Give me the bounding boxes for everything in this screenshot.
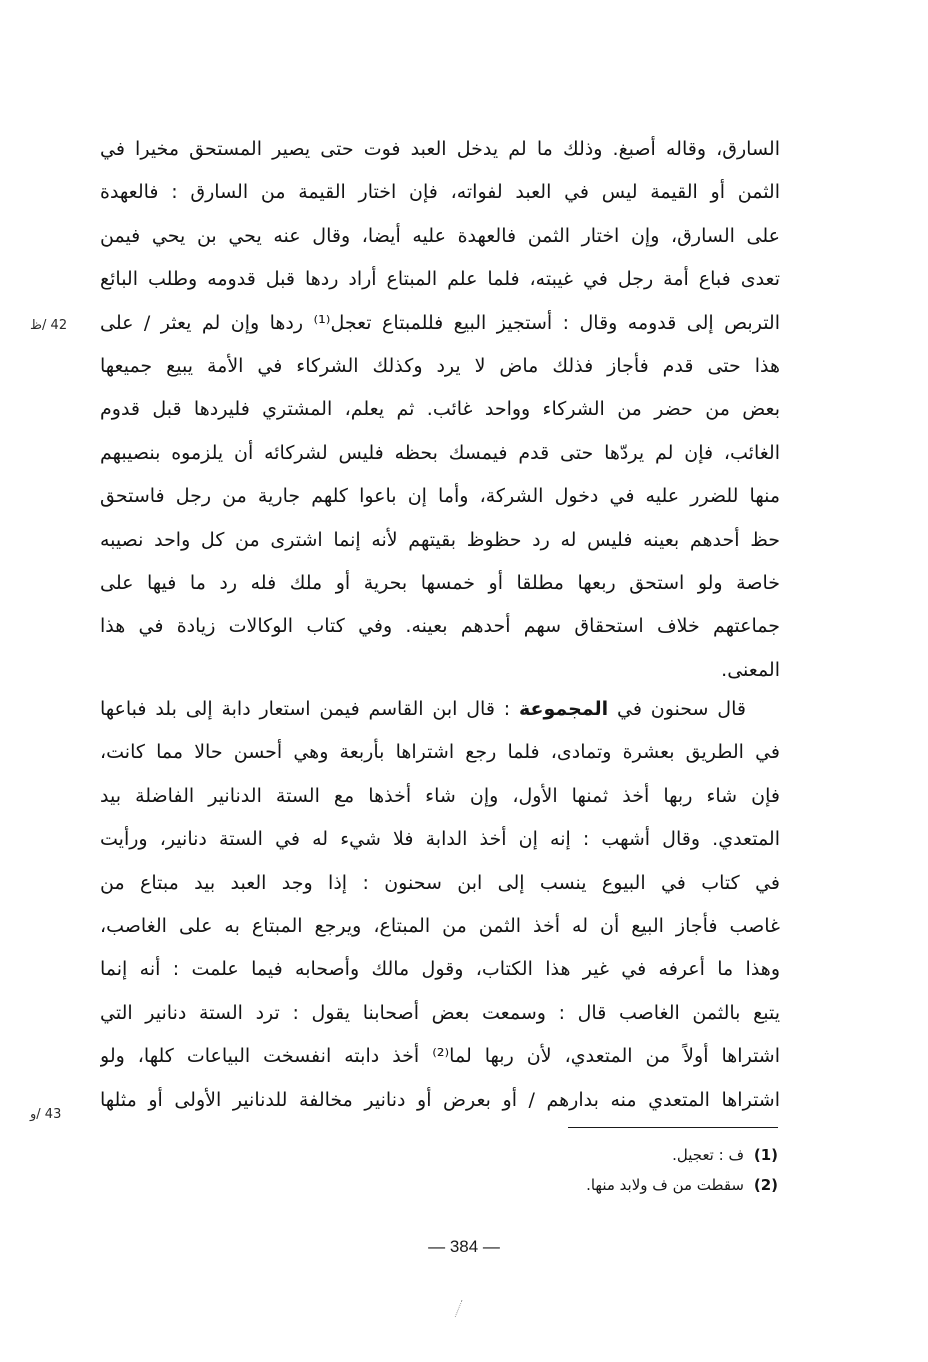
text-line: يتبع بالثمن الغاصب قال : وسمعت بعض أصحابنا يقول : ترد الستة دنانير التي [100, 1001, 780, 1024]
text-span: : قال ابن القاسم فيمن استعار دابة إلى بلد فباعها [100, 698, 519, 720]
book-title: المجموعة [518, 698, 609, 720]
paragraph-2 [100, 688, 780, 1122]
footnote-text: ف : تعجيل. [672, 1146, 744, 1164]
page-number: — 384 — [428, 1237, 500, 1256]
text-line: في كتاب في البيوع ينسب إلى ابن سحنون : إذا وجد العبد بيد مبتاع من [100, 871, 780, 894]
scan-speck [455, 1300, 465, 1318]
text-line: تعدى فباع أمة رجل في غيبته، فلما علم المبتاع أراد ردها قبل قدومه وطلب البائع [100, 268, 780, 291]
text-line: الغائب، فإن لم يردّها حتى قدم فيمسك بحظه فليس لشركائه أن يلزموه بنصيبهم [100, 441, 780, 464]
text-line: بعض من حضر من الشركاء وواحد غائب. ثم يعلم، المشتري فليردها قبل قدوم [100, 398, 780, 421]
folio-margin-note: 43 /و [30, 1107, 62, 1122]
footnote-item [460, 1170, 778, 1200]
footnote-divider [568, 1127, 778, 1128]
folio-margin-note: 42 /ظ [30, 318, 68, 333]
text-line: غاصب فأجاز البيع أن له أخذ الثمن من المبتاع، ويرجع المبتاع به على الغاصب، [100, 914, 780, 937]
text-line: اشتراها المتعدي منه بدارهم / أو بعرض أو دنانير مخالفة للدنانير الأولى أو مثلها [100, 1088, 780, 1111]
footnote-number: (2) [753, 1176, 778, 1194]
text-line: في الطريق بعشرة وتمادى، فلما رجع اشتراها بأربعة وهي أحسن حالا مما كانت، [100, 741, 780, 764]
text-line: فإن شاء ربها أخذ ثمنها الأول، وإن شاء أخذها مع الستة الدنانير الفاضلة بيد [100, 784, 780, 807]
footnote-item [460, 1140, 778, 1170]
footnote-number: (1) [753, 1146, 778, 1164]
text-line: حظ أحدهم بعينه فليس له رد حظوظ بقيتهم لأنه إنما اشترى من كل واحد نصيبه [100, 528, 780, 551]
text-line: منها للضرر عليه في دخول الشركة، وأما إن باعوا كلهم جارية من رجل فاستحق [100, 485, 780, 508]
footnotes [460, 1140, 778, 1200]
text-line: اشتراها أولاً من المتعدي، لأن ربها لما⁽²⁾ أخذ دابته انفسخت البياعات كلها، ولو [100, 1045, 780, 1068]
text-line: الثمن أو القيمة ليس في العبد لفواته، فإن اختار القيمة من السارق : فالعهدة [100, 181, 780, 204]
text-line-first [100, 688, 780, 731]
paragraph-1 [100, 128, 780, 692]
text-line: على السارق، وإن اختار الثمن فالعهدة عليه أيضا، وقال عنه يحي بن يحي فيمن [100, 224, 780, 247]
text-line: وهذا ما أعرفه في غير هذا الكتاب، وقول مالك وأصحابه فيما علمت : أنه إنما [100, 958, 780, 981]
text-line: المعنى. [721, 658, 780, 681]
text-line: خاصة ولو استحق ربعها مطلقا أو خمسها بحرية أو ملك فله رد ما فيها على [100, 571, 780, 594]
text-line: المتعدي. وقال أشهب : إنه إن أخذ الدابة فلا شيء له في الستة دنانير، ورأيت [100, 828, 780, 851]
text-line: السارق، وقاله أصبغ. وذلك ما لم يدخل العبد فوت حتى يصير المستحق مخيرا في [100, 138, 780, 160]
text-line: جماعتهم خلاف استحقاق سهم أحدهم بعينه. وفي كتاب الوكالات زيادة في هذا [100, 615, 780, 638]
text-line: هذا حتى قدم فأجاز فذلك ماض لا يرد وكذلك الشركاء في الأمة يبيع جميعها [100, 354, 780, 377]
text-line: التربص إلى قدومه وقال : أستجيز البيع فللمبتاع تعجل⁽¹⁾ ردها وإن لم يعثر / على [100, 311, 780, 334]
footnote-text: سقطت من ف ولابد منها. [586, 1176, 744, 1194]
text-span: قال سحنون في [608, 698, 746, 720]
